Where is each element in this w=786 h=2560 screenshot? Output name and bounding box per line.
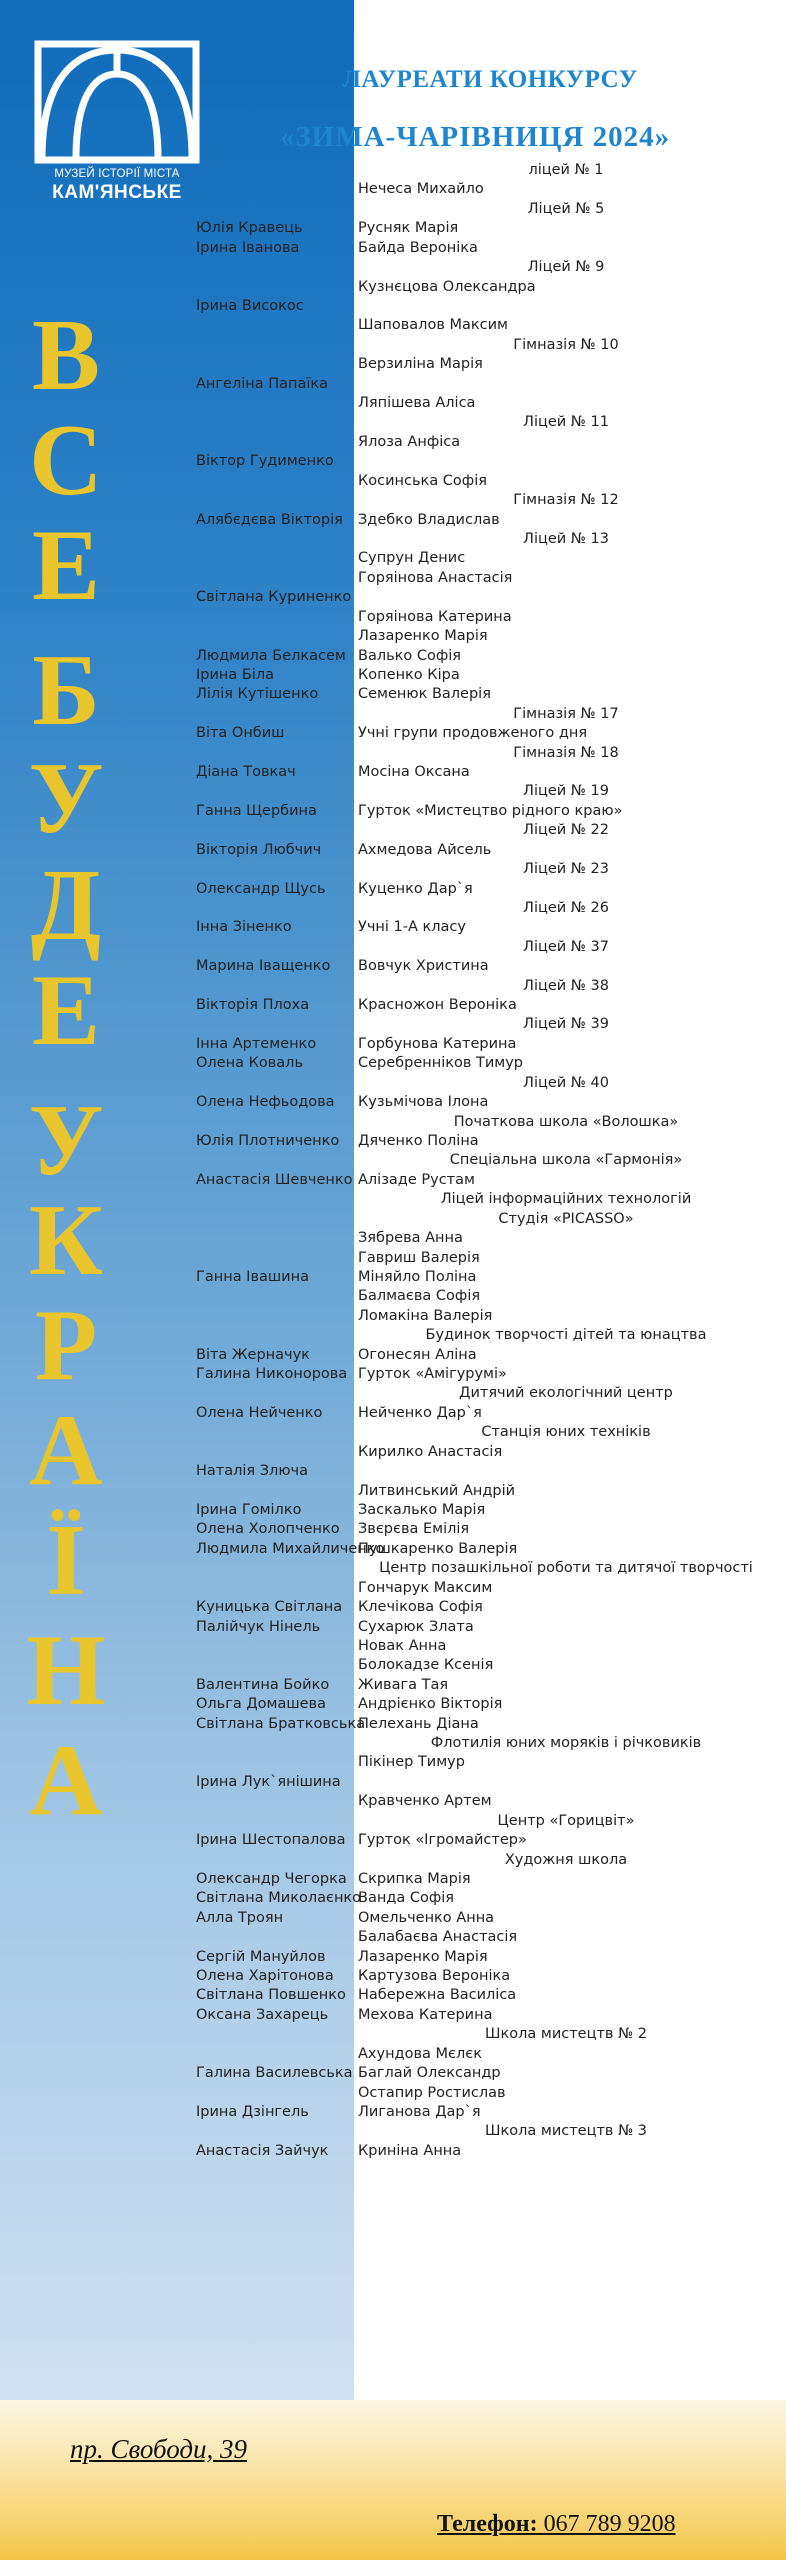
- slogan-letter: У: [28, 742, 104, 855]
- laureate-name: Остапир Ростислав: [358, 2084, 506, 2101]
- slogan-letter: Д: [30, 849, 102, 962]
- laureate-name: Болокадзе Ксенія: [358, 1657, 494, 1674]
- teacher-name: Вікторія Плоха: [196, 997, 310, 1014]
- teacher-name: Світлана Братковська: [196, 1715, 366, 1732]
- teacher-name: Валентина Бойко: [196, 1676, 330, 1693]
- teacher-name: Світлана Повшенко: [196, 1987, 346, 2004]
- teacher-name: Світлана Миколаєнко: [196, 1890, 362, 1907]
- laureate-name: Балмаєва Софія: [358, 1288, 481, 1305]
- laureate-name: Живага Тая: [358, 1676, 449, 1693]
- laureate-name: Горбунова Катерина: [358, 1035, 517, 1052]
- institution-heading: Ліцей № 22: [523, 822, 609, 839]
- teacher-name: Олександр Чегорка: [196, 1870, 347, 1887]
- page-subtitle: «ЗИМА-ЧАРІВНИЦЯ 2024»: [279, 121, 671, 153]
- laureate-name: Набережна Василіса: [358, 1987, 517, 2004]
- laureate-name: Гурток «Амігурумі»: [358, 1366, 507, 1383]
- laureate-name: Мехова Катерина: [358, 2006, 493, 2023]
- institution-heading: Студія «PICASSO»: [498, 1210, 634, 1227]
- teacher-name: Ангеліна Папаїка: [196, 375, 329, 392]
- teacher-name: Палійчук Нінель: [196, 1618, 321, 1635]
- laureate-name: Здебко Владислав: [358, 511, 500, 528]
- teacher-name: Галина Никонорова: [196, 1366, 348, 1383]
- laureate-name: Шаповалов Максим: [358, 317, 508, 334]
- laureate-name: Заскалько Марія: [358, 1501, 486, 1518]
- slogan-letter: К: [29, 1184, 103, 1297]
- institution-heading: Початкова школа «Волошка»: [453, 1113, 679, 1130]
- teacher-name: Анастасія Шевченко: [196, 1171, 353, 1188]
- laureate-name: Ахмедова Айсель: [358, 841, 492, 858]
- teacher-name: Ірина Високос: [196, 297, 304, 314]
- teacher-name: Ганна Щербина: [196, 802, 317, 819]
- slogan-letter: А: [29, 1394, 103, 1507]
- laureate-name: Огонесян Аліна: [358, 1346, 477, 1363]
- institution-heading: Центр «Горицвіт»: [497, 1812, 635, 1829]
- phone-number: 067 789 9208: [543, 2511, 676, 2537]
- laureate-name: Горяінова Анастасія: [358, 569, 513, 586]
- institution-heading: Ліцей № 9: [527, 259, 605, 276]
- laureate-name: Пушкаренко Валерія: [358, 1540, 518, 1557]
- laureate-name: Пікінер Тимур: [358, 1754, 465, 1771]
- slogan-letter: Ї: [46, 1504, 86, 1617]
- logo-line-2: КАМ'ЯНСЬКЕ: [52, 182, 182, 203]
- institution-heading: Центр позашкільної роботи та дитячої творчості: [379, 1560, 753, 1577]
- teacher-name: Ольга Домашева: [196, 1696, 326, 1713]
- laureate-name: Пелехань Діана: [358, 1715, 479, 1732]
- museum-logo: [34, 40, 200, 206]
- institution-heading: ліцей № 1: [528, 162, 604, 178]
- teacher-name: Світлана Куриненко: [196, 589, 352, 606]
- slogan-letter: В: [31, 299, 101, 412]
- address: пр. Свободи, 39: [70, 2434, 248, 2464]
- institution-heading: Ліцей № 38: [523, 977, 609, 994]
- teacher-name: Ірина Біла: [196, 666, 275, 683]
- teacher-name: Куницька Світлана: [196, 1599, 343, 1616]
- institution-heading: Флотилія юних моряків і річковиків: [430, 1735, 702, 1752]
- teacher-name: Олена Коваль: [196, 1055, 303, 1072]
- laureate-name: Литвинський Андрій: [358, 1482, 516, 1499]
- institution-heading: Станція юних техніків: [481, 1424, 651, 1441]
- institution-heading: Дитячий екологічний центр: [459, 1385, 673, 1402]
- slogan-letter: Р: [34, 1289, 98, 1402]
- institution-heading: Гімназія № 12: [513, 492, 619, 509]
- institution-heading: Спеціальна школа «Гармонія»: [449, 1152, 683, 1169]
- teacher-name: Ірина Іванова: [196, 239, 300, 256]
- teacher-name: Віта Онбиш: [196, 725, 285, 742]
- teacher-name: Інна Артеменко: [196, 1035, 317, 1052]
- teacher-name: Олена Нефьодова: [196, 1094, 335, 1111]
- institution-heading: Гімназія № 18: [513, 744, 619, 761]
- teacher-name: Людмила Белкасем: [196, 647, 346, 664]
- laureate-name: Нейченко Дар`я: [358, 1404, 482, 1421]
- slogan-letter: С: [29, 404, 103, 517]
- laureate-name: Гончарук Максим: [358, 1579, 493, 1596]
- teacher-name: Олена Харітонова: [196, 1968, 334, 1985]
- institution-heading: Гімназія № 10: [513, 336, 619, 353]
- phone-label: Телефон:: [437, 2511, 538, 2537]
- laureate-name: Балабаєва Анастасія: [358, 1929, 518, 1946]
- laureate-name: Картузова Вероніка: [358, 1968, 511, 1985]
- teacher-name: Оксана Захарець: [196, 2006, 329, 2023]
- teacher-name: Олександр Щусь: [196, 880, 326, 897]
- institution-heading: Ліцей № 40: [523, 1074, 609, 1091]
- laureate-name: Клечікова Софія: [358, 1599, 483, 1616]
- institution-heading: Ліцей інформаційних технологій: [440, 1191, 692, 1208]
- slogan-letter: Н: [26, 1614, 106, 1727]
- laureate-name: Лиганова Дар`я: [358, 2104, 481, 2120]
- slogan-letter: У: [28, 1084, 104, 1197]
- laureate-name: Зябрева Анна: [358, 1230, 463, 1247]
- laureate-name: Сухарюк Злата: [358, 1618, 474, 1635]
- arch-icon: [34, 40, 200, 168]
- institution-heading: Ліцей № 13: [523, 530, 609, 547]
- institution-heading: Художня школа: [504, 1851, 628, 1868]
- teacher-name: Діана Товкач: [196, 764, 296, 781]
- laureate-name: Лазаренко Марія: [358, 1948, 488, 1965]
- laureate-name: Ахундова Мєлєк: [358, 2045, 482, 2062]
- laureate-name: Криніна Анна: [358, 2142, 462, 2159]
- institution-heading: Ліцей № 11: [523, 414, 609, 431]
- institution-heading: Ліцей № 39: [523, 1016, 609, 1033]
- laureate-name: Андрієнко Вікторія: [358, 1696, 503, 1713]
- page-title: ЛАУРЕАТИ КОНКУРСУ: [342, 66, 638, 93]
- teacher-name: Ірина Лук`янішина: [196, 1773, 341, 1790]
- institution-heading: Ліцей № 19: [523, 783, 609, 800]
- slogan-letter: Е: [31, 954, 101, 1067]
- teacher-name: Лілія Кутішенко: [196, 686, 319, 703]
- laureate-name: Лазаренко Марія: [358, 628, 488, 645]
- slogan-letter: А: [29, 1724, 103, 1837]
- teacher-name: Людмила Михайличенко: [196, 1540, 385, 1557]
- laureate-name: Учні 1-А класу: [358, 919, 466, 936]
- laureate-name: Кузьмічова Ілона: [358, 1094, 489, 1111]
- laureate-name: Гурток «Мистецтво рідного краю»: [358, 802, 623, 819]
- laureate-name: Гурток «Ігромайстер»: [358, 1832, 527, 1849]
- institution-heading: Ліцей № 5: [527, 200, 605, 217]
- laureate-name: Ломакіна Валерія: [358, 1307, 493, 1324]
- teacher-name: Сергій Мануйлов: [196, 1948, 326, 1965]
- institution-heading: Гімназія № 17: [513, 705, 619, 722]
- laureate-name: Нечеса Михайло: [358, 181, 484, 198]
- teacher-name: Віктор Гудименко: [196, 453, 334, 470]
- laureate-name: Косинська Софія: [358, 472, 487, 489]
- laureate-name: Куценко Дар`я: [358, 880, 473, 897]
- logo-line-1: МУЗЕЙ ІСТОРІЇ МІСТА: [54, 168, 180, 180]
- laureate-name: Ляпішева Аліса: [358, 395, 476, 412]
- laureate-name: Алізаде Рустам: [358, 1171, 475, 1188]
- laureate-name: Скрипка Марія: [358, 1870, 471, 1887]
- teacher-name: Олена Холопченко: [196, 1521, 340, 1538]
- teacher-name: Марина Іващенко: [196, 958, 331, 975]
- laureate-name: Ванда Софія: [358, 1890, 454, 1907]
- laureate-name: Баглай Олександр: [358, 2065, 501, 2082]
- teacher-name: Наталія Злюча: [196, 1463, 308, 1480]
- laureate-name: Валько Софія: [358, 647, 462, 664]
- teacher-name: Олена Нейченко: [196, 1404, 323, 1421]
- slogan-letter: Б: [32, 634, 100, 747]
- teacher-name: Ірина Гомілко: [196, 1501, 302, 1518]
- laureate-name: Ялоза Анфіса: [358, 433, 461, 450]
- laureate-name: Кирилко Анастасія: [358, 1443, 503, 1460]
- laureate-name: Копенко Кіра: [358, 666, 460, 683]
- laureate-name: Учні групи продовженого дня: [358, 725, 588, 742]
- institution-heading: Будинок творчості дітей та юнацтва: [425, 1327, 707, 1344]
- teacher-name: Анастасія Зайчук: [196, 2142, 329, 2159]
- laureate-name: Новак Анна: [358, 1637, 447, 1654]
- laureate-name: Кузнєцова Олександра: [358, 278, 536, 295]
- teacher-name: Віта Жерначук: [196, 1346, 310, 1363]
- laureate-name: Мосіна Оксана: [358, 764, 470, 781]
- laureate-name: Горяінова Катерина: [358, 608, 512, 625]
- laureate-name: Міняйло Поліна: [358, 1268, 477, 1285]
- laureate-name: Байда Вероніка: [358, 239, 478, 256]
- teacher-name: Юлія Кравець: [196, 220, 303, 237]
- teacher-name: Вікторія Любчич: [196, 841, 322, 858]
- slogan-letter: Е: [31, 509, 101, 622]
- teacher-name: Ганна Івашина: [196, 1268, 309, 1285]
- institution-heading: Школа мистецтв № 3: [485, 2123, 647, 2140]
- teacher-name: Ірина Дзінгель: [196, 2104, 309, 2120]
- laureate-name: Омельченко Анна: [358, 1909, 495, 1926]
- teacher-name: Юлія Плотниченко: [196, 1133, 340, 1149]
- teacher-name: Алябєдєва Вікторія: [196, 511, 343, 528]
- phone: [437, 2511, 676, 2538]
- laureate-name: Серебренніков Тимур: [358, 1055, 524, 1072]
- laureate-name: Кравченко Артем: [358, 1793, 492, 1810]
- institution-heading: Ліцей № 37: [523, 938, 609, 955]
- laureate-name: Верзиліна Марія: [358, 356, 483, 373]
- laureate-name: Гавриш Валерія: [358, 1249, 480, 1266]
- laureate-name: Русняк Марія: [358, 220, 459, 237]
- laureate-name: Красножон Вероніка: [358, 997, 517, 1014]
- teacher-name: Ірина Шестопалова: [196, 1832, 346, 1849]
- institution-heading: Школа мистецтв № 2: [485, 2026, 647, 2043]
- laureate-name: Вовчук Христина: [358, 958, 489, 975]
- teacher-name: Інна Зіненко: [196, 919, 292, 936]
- laureate-name: Звєрєва Емілія: [358, 1521, 470, 1538]
- institution-heading: Ліцей № 23: [523, 861, 609, 878]
- laureate-name: Семенюк Валерія: [358, 686, 491, 703]
- teacher-name: Галина Василевська: [196, 2065, 353, 2082]
- teacher-name: Алла Троян: [196, 1909, 284, 1926]
- laureate-name: Дяченко Поліна: [358, 1133, 479, 1149]
- institution-heading: Ліцей № 26: [523, 899, 609, 916]
- laureate-name: Супрун Денис: [358, 550, 466, 567]
